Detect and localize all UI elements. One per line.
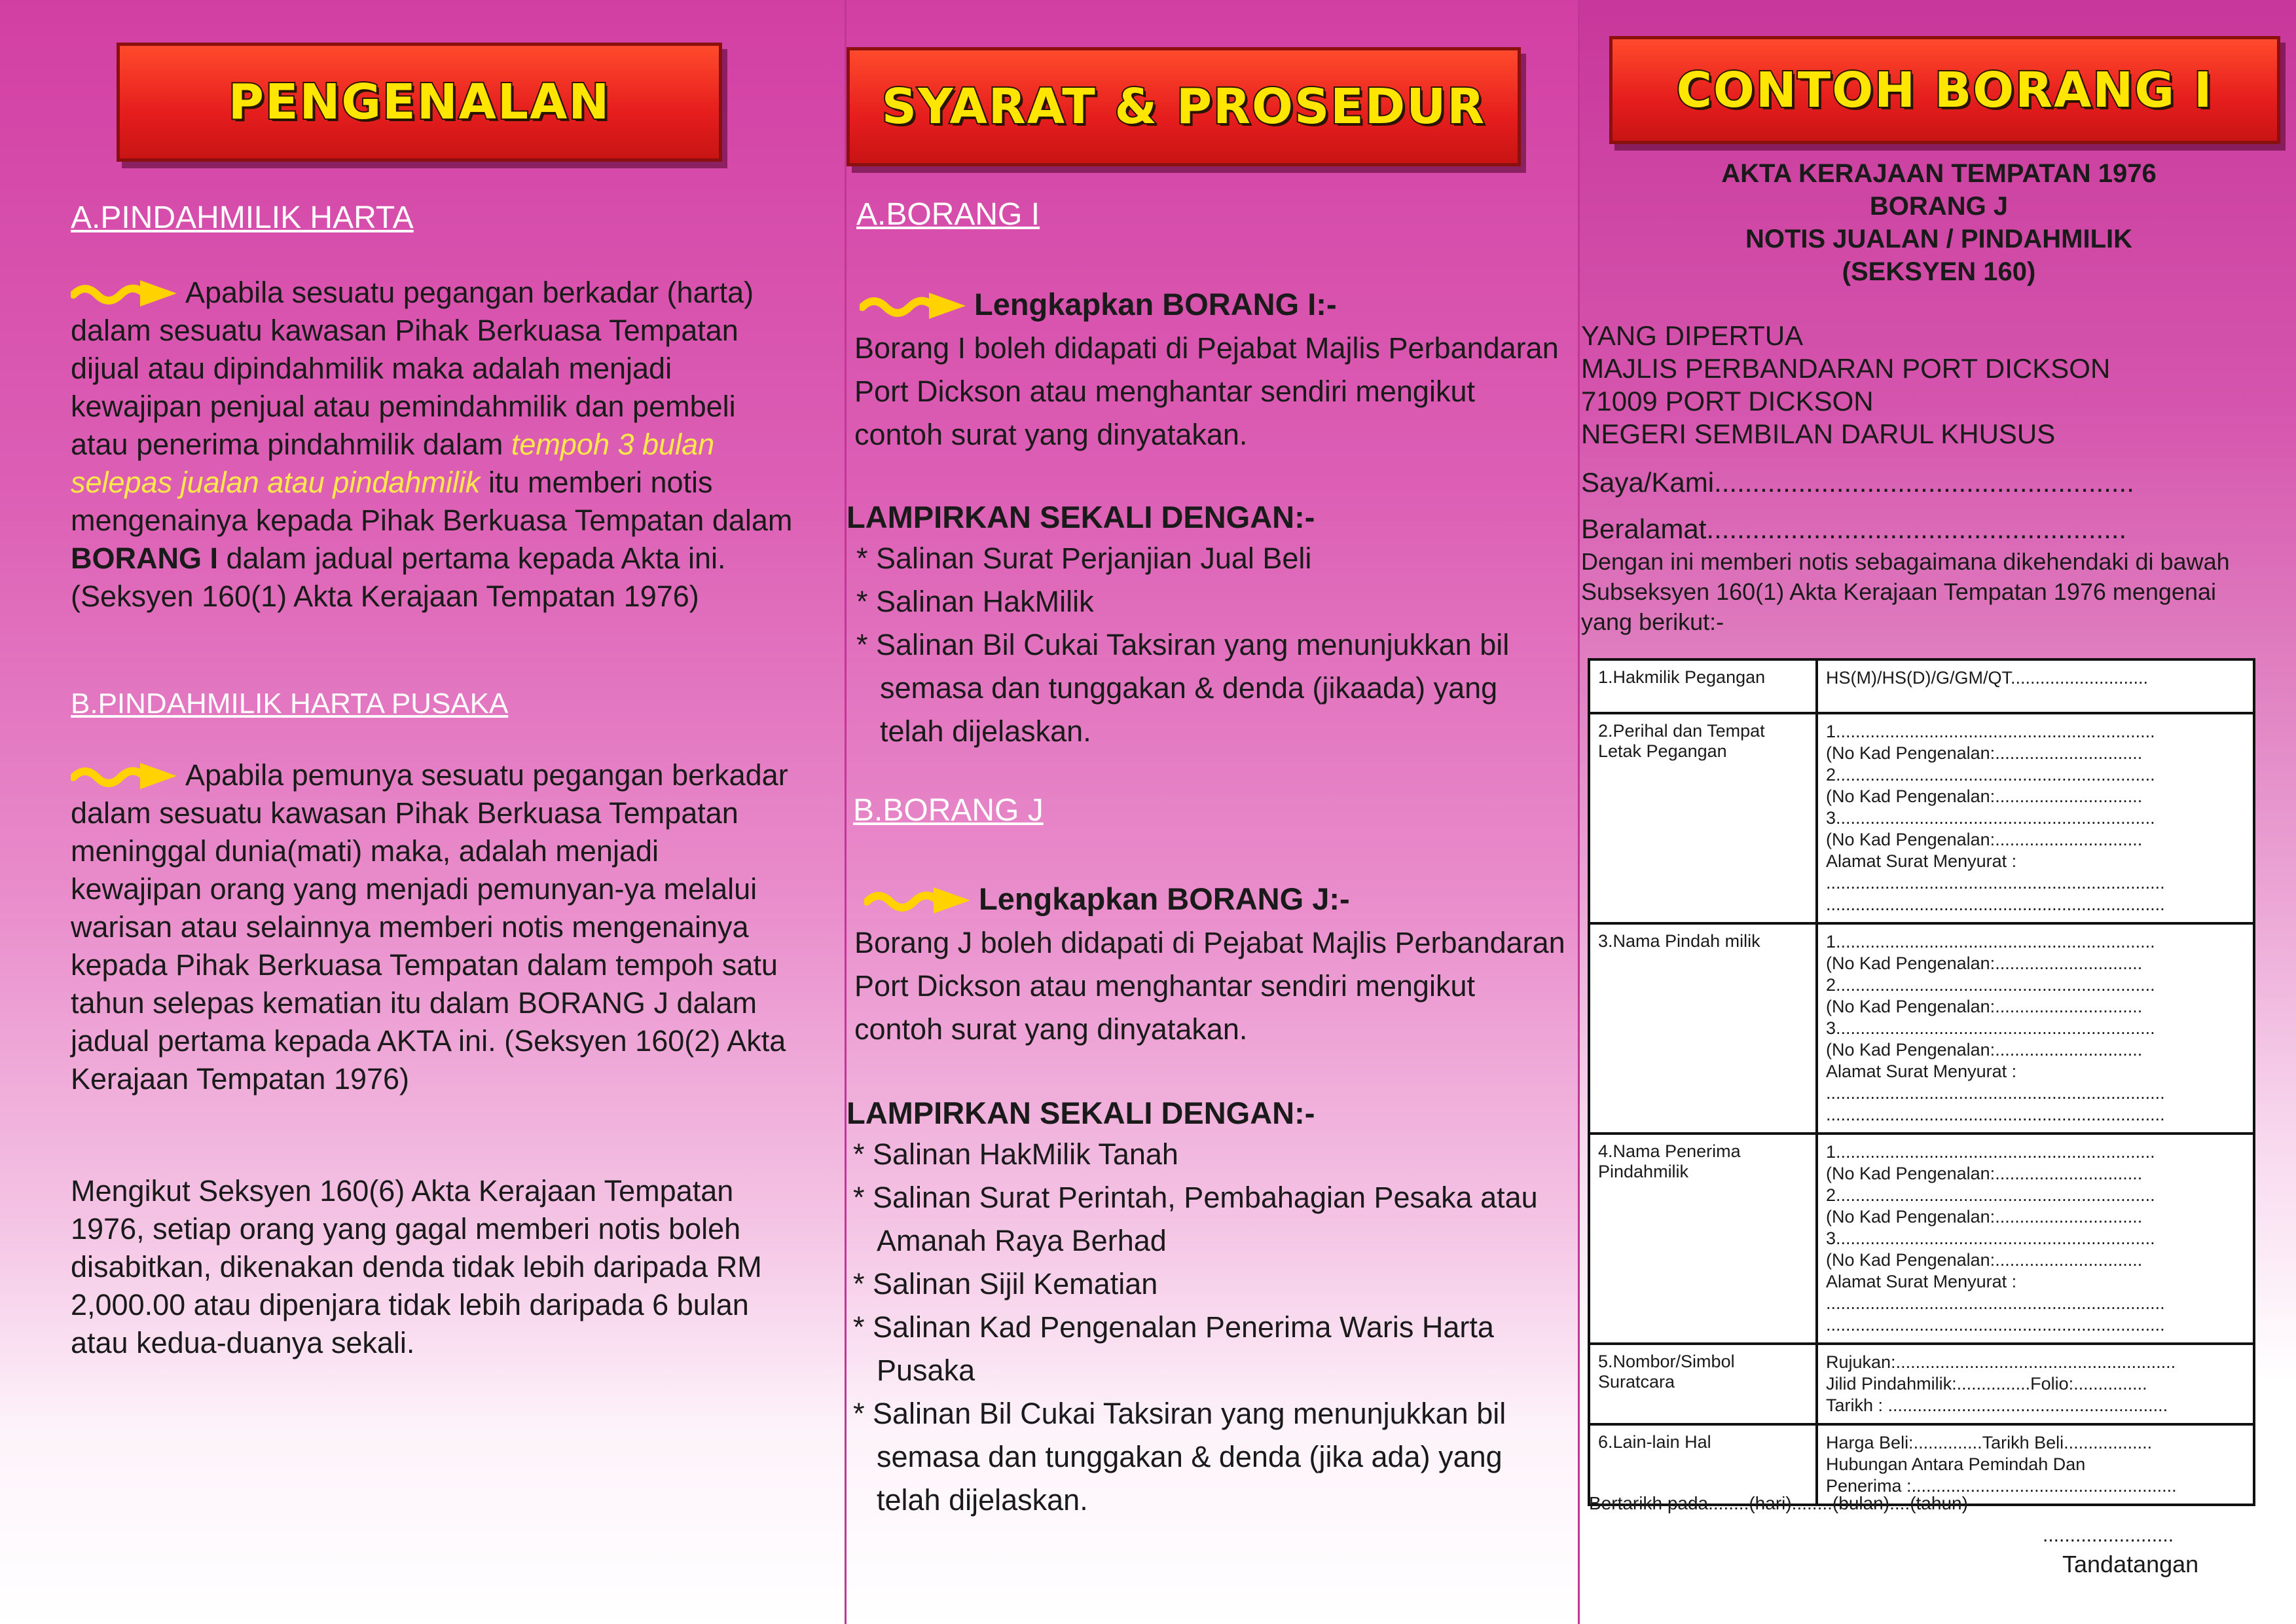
address-line: NEGERI SEMBILAN DARUL KHUSUS (1581, 418, 2056, 449)
form-field-line: (No Kad Pengenalan:.............................. (1826, 1164, 2143, 1183)
section-a-title: A.PINDAHMILIK HARTA (71, 200, 414, 235)
header-pengenalan-text: PENGENALAN (228, 74, 611, 130)
header-pengenalan (117, 43, 722, 162)
form-field-line: 1................................................................. (1826, 932, 2155, 951)
header-contoh-text: CONTOH BORANG I (1676, 62, 2214, 119)
form-field-line: (No Kad Pengenalan:.............................. (1826, 997, 2143, 1016)
form-field-line: Rujukan:......................................................... (1826, 1352, 2176, 1372)
form-row-label: 6.Lain-lain Hal (1589, 1424, 1817, 1505)
form-field-line: Alamat Surat Menyurat : (1826, 851, 2017, 871)
squiggle-arrow-icon (860, 287, 968, 322)
attach-label-j: LAMPIRKAN SEKALI DENGAN:- (847, 1096, 1315, 1130)
form-title (1580, 157, 2296, 288)
form-title-line: (SEKSYEN 160) (1842, 257, 2036, 286)
header-syarat (847, 47, 1521, 166)
penalty-paragraph: Mengikut Seksyen 160(6) Akta Kerajaan Tempatan 1976, setiap orang yang gagal memberi notis boleh disabitkan, dikenakan denda tidak lebih daripada RM 2,000.00 atau dipenjara tidak lebih daripada 6 bulan atau kedua-duanya sekali. (71, 1174, 762, 1359)
form-field-line: 3................................................................. (1826, 808, 2155, 828)
form-field-line: Tarikh : ......................................................... (1826, 1395, 2168, 1415)
notice-text: Dengan ini memberi notis sebagaimana dikehendaki di bawah Subseksyen 160(1) Akta Kerajaan Tempatan 1976 mengenai yang berikut:- (1581, 548, 2230, 635)
section-b-title: B.PINDAHMILIK HARTA PUSAKA (71, 688, 509, 720)
form-field-line: ..................................................................... (1826, 1315, 2165, 1335)
form-field-line: Alamat Surat Menyurat : (1826, 1272, 2017, 1291)
attach-label-i: LAMPIRKAN SEKALI DENGAN:- (847, 500, 1315, 534)
form-field-line: (No Kad Pengenalan:.............................. (1826, 743, 2143, 763)
form-field-line: ..................................................................... (1826, 1105, 2165, 1124)
saya-field: Saya/Kami....................................................... (1581, 467, 2134, 498)
address-line: YANG DIPERTUA (1581, 320, 1804, 351)
address-line: 71009 PORT DICKSON (1581, 386, 1874, 416)
header-syarat-text: SYARAT & PROSEDUR (881, 79, 1486, 135)
form-title-line: AKTA KERAJAAN TEMPATAN 1976 (1721, 159, 2157, 188)
date-line: Bertarikh pada........(hari)........(bulan)....(tahun) (1589, 1493, 1968, 1513)
form-row-label: 5.Nombor/Simbol Suratcara (1589, 1344, 1817, 1424)
form-field-line: 3................................................................. (1826, 1018, 2155, 1038)
form-field-line: ..................................................................... (1826, 1083, 2165, 1103)
squiggle-arrow-icon (864, 882, 972, 916)
form-row-fields (1817, 923, 2254, 1134)
form-row-fields (1817, 1344, 2254, 1424)
form-row (1589, 659, 2254, 713)
signature-label: Tandatangan (2062, 1551, 2199, 1578)
highlight-tempoh: tempoh 3 bulan selepas jualan atau pindahmilik (71, 428, 715, 499)
form-row-label: 2.Perihal dan Tempat Letak Pegangan (1589, 713, 1817, 923)
form-field-line: Harga Beli:..............Tarikh Beli.................. (1826, 1433, 2153, 1452)
form-field-line: HS(M)/HS(D)/G/GM/QT............................ (1826, 668, 2149, 688)
squiggle-arrow-icon (71, 758, 179, 792)
form-field-line: Hubungan Antara Pemindah Dan (1826, 1454, 2086, 1474)
form-row-label: 3.Nama Pindah milik (1589, 923, 1817, 1134)
section-a-paragraph: Apabila sesuatu pegangan berkadar (harta) dalam sesuatu kawasan Pihak Berkuasa Tempatan dijual atau dipindahmilik maka adalah menjadi kewajipan penjual atau pemindahmilik dan pembeli atau penerima pindahmilik dalam tempoh 3 bulan selepas jualan atau pindahmilik itu memberi notis mengenainya kepada Pihak Berkuasa Tempatan dalam BORANG I dalam jadual pertama kepada Akta ini.(Seksyen 160(1) Akta Kerajaan Tempatan 1976) (71, 276, 793, 613)
section-borang-j-title: B.BORANG J (853, 793, 1044, 828)
panel-pengenalan (0, 0, 845, 1624)
form-row (1589, 923, 2254, 1134)
attach-item: * Salinan Sijil Kematian (853, 1267, 1158, 1301)
squiggle-arrow-icon (71, 275, 179, 309)
header-contoh (1609, 36, 2280, 144)
form-field-line: 1................................................................. (1826, 722, 2155, 741)
attach-item: * Salinan Bil Cukai Taksiran yang menunjukkan bil semasa dan tunggakan & denda (jika ada) yang telah dijelaskan. (853, 1397, 1506, 1517)
borang-i-paragraph: Lengkapkan BORANG I:- Borang I boleh didapati di Pejabat Majlis Perbandaran Port Dickson atau menghantar sendiri mengikut contoh surat yang dinyatakan. (854, 287, 1559, 451)
attach-item: * Salinan Surat Perjanjian Jual Beli (856, 542, 1312, 575)
form-row-fields (1817, 713, 2254, 923)
form-field-line: 2................................................................. (1826, 1185, 2155, 1205)
addressee-block (1581, 320, 2110, 451)
form-field-line: 3................................................................. (1826, 1228, 2155, 1248)
form-field-line: ..................................................................... (1826, 1293, 2165, 1313)
attach-list-i (856, 537, 1563, 753)
form-title-line: NOTIS JUALAN / PINDAHMILIK (1745, 225, 2133, 253)
form-field-line: (No Kad Pengenalan:.............................. (1826, 1040, 2143, 1060)
form-row (1589, 713, 2254, 923)
beralamat-field: Beralamat....................................................... (1581, 513, 2127, 544)
section-borang-i-title: A.BORANG I (856, 197, 1040, 232)
form-field-line: (No Kad Pengenalan:.............................. (1826, 786, 2143, 806)
form-field-line: 2................................................................. (1826, 975, 2155, 995)
form-field-line: (No Kad Pengenalan:.............................. (1826, 1207, 2143, 1227)
attach-item: * Salinan HakMilik (856, 585, 1094, 618)
form-field-line: Alamat Surat Menyurat : (1826, 1061, 2017, 1081)
borang-form-table (1588, 658, 2255, 1506)
form-field-line: 1................................................................. (1826, 1142, 2155, 1162)
attach-item: * Salinan HakMilik Tanah (853, 1137, 1178, 1171)
form-title-line: BORANG J (1869, 192, 2009, 221)
attach-item: * Salinan Bil Cukai Taksiran yang menunjukkan bil semasa dan tunggakan & denda (jikaada) yang telah dijelaskan. (856, 628, 1510, 748)
form-row-fields (1817, 659, 2254, 713)
form-field-line: ..................................................................... (1826, 895, 2165, 914)
form-row (1589, 1344, 2254, 1424)
attach-item: * Salinan Kad Pengenalan Penerima Waris Harta Pusaka (853, 1310, 1494, 1387)
form-row-fields (1817, 1134, 2254, 1344)
form-field-line: (No Kad Pengenalan:.............................. (1826, 830, 2143, 849)
attach-item: * Salinan Surat Perintah, Pembahagian Pesaka atau Amanah Raya Berhad (853, 1181, 1538, 1257)
form-field-line: Penerima :...................................................... (1826, 1476, 2177, 1496)
form-row-label: 1.Hakmilik Pegangan (1589, 659, 1817, 713)
signature-dots: ........................ (2043, 1524, 2174, 1546)
form-row-label: 4.Nama Penerima Pindahmilik (1589, 1134, 1817, 1344)
address-line: MAJLIS PERBANDARAN PORT DICKSON (1581, 353, 2111, 384)
form-field-line: Jilid Pindahmilik:...............Folio:............... (1826, 1374, 2147, 1393)
borang-j-paragraph: Lengkapkan BORANG J:- Borang J boleh didapati di Pejabat Majlis Perbandaran Port Dickson atau menghantar sendiri mengikut contoh surat yang dinyatakan. (854, 881, 1565, 1046)
form-field-line: (No Kad Pengenalan:.............................. (1826, 953, 2143, 973)
form-field-line: ..................................................................... (1826, 873, 2165, 893)
attach-list-j (853, 1133, 1560, 1522)
form-field-line: 2................................................................. (1826, 765, 2155, 784)
panel-syarat-prosedur (845, 0, 1578, 1624)
form-row (1589, 1134, 2254, 1344)
form-field-line: (No Kad Pengenalan:.............................. (1826, 1250, 2143, 1270)
section-b-paragraph: Apabila pemunya sesuatu pegangan berkadar dalam sesuatu kawasan Pihak Berkuasa Tempatan meninggal dunia(mati) maka, adalah menjadi kewajipan orang yang menjadi pemunyan-ya melalui warisan atau selainnya memberi notis mengenainya kepada Pihak Berkuasa Tempatan dalam tempoh satu tahun selepas kematian itu dalam BORANG J dalam jadual pertama kepada AKTA ini. (Seksyen 160(2) Akta Kerajaan Tempatan 1976) (71, 758, 788, 1096)
